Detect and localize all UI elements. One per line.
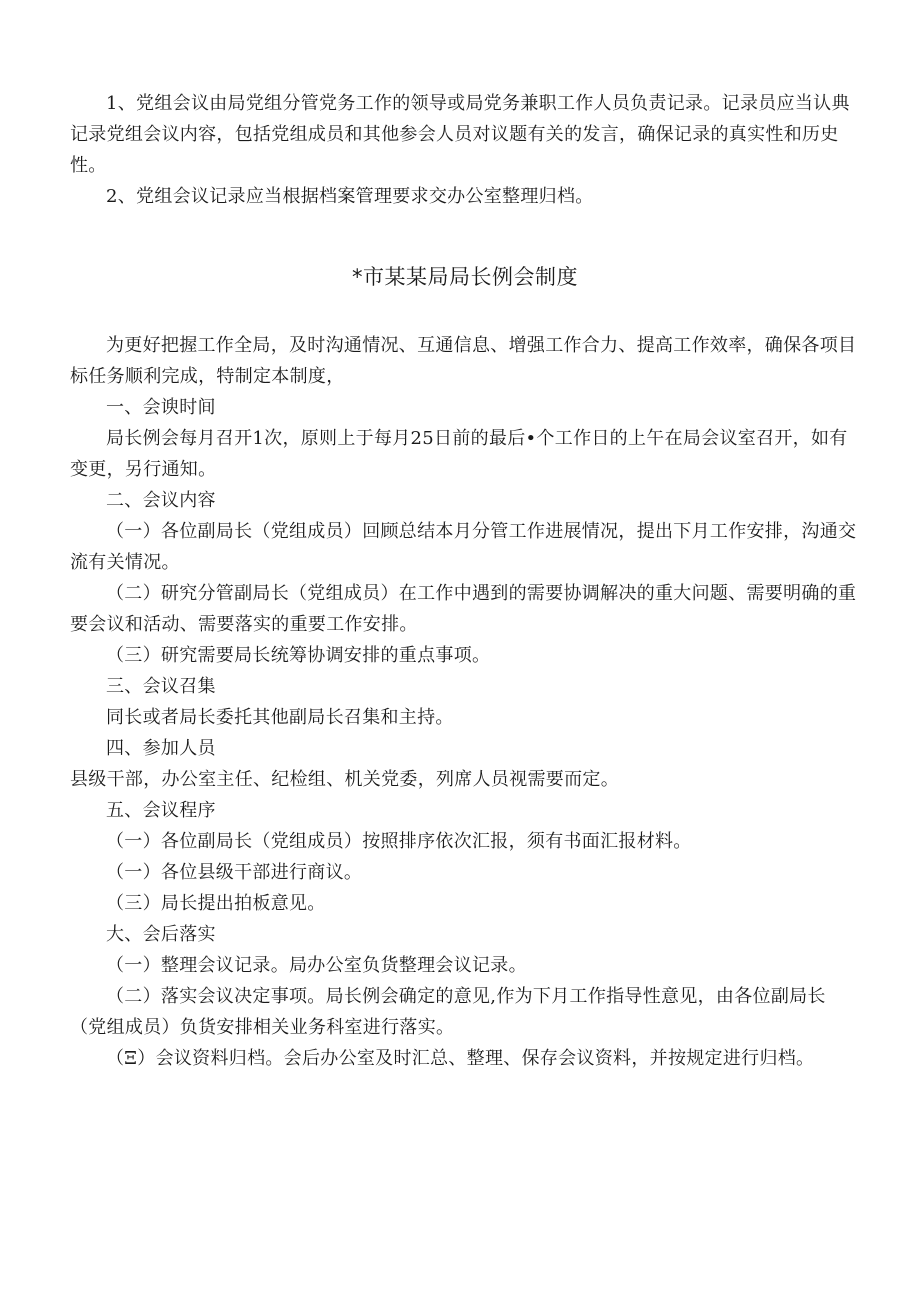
intro-item-1: 1、党组会议由局党组分管党务工作的领导或局党务兼职工作人员负责记录。记录员应当认典记录党组会议内容，包括党组成员和其他参会人员对议题有关的发言，确保记录的真实性和历史性。 <box>70 93 850 176</box>
section-heading-procedure: 五、会议程序 <box>106 800 216 821</box>
section-body-time: 局长例会每月召开1次，原则上于每月25日前的最后•个工作日的上午在局会议室召开，如有变更，另行通知。 <box>70 428 848 480</box>
preface-paragraph: 为更好把握工作全局，及时沟通情况、互通信息、增强工作合力、提高工作效率，确保各项目标任务顺利完成，特制定本制度， <box>70 335 857 387</box>
content-item-3: （三）研究需要局长统筹协调安排的重点事项。 <box>106 645 491 666</box>
followup-item-1: （一）整理会议记录。局办公室负货整理会议记录。 <box>106 955 527 976</box>
intro-item-2: 2、党组会议记录应当根据档案管理要求交办公室整理归档。 <box>106 186 594 207</box>
followup-item-2: （二）落实会议决定事项。局长例会确定的意见,作为下月工作指导性意见，由各位副局长（党组成员）负货安排相关业务科室进行落实。 <box>70 986 826 1038</box>
procedure-item-2: （一）各位县级干部进行商议。 <box>106 862 363 883</box>
section-heading-followup: 大、会后落实 <box>106 924 216 945</box>
procedure-item-3: （三）局长提出拍板意见。 <box>106 893 326 914</box>
content-item-2: （二）研究分管副局长（党组成员）在工作中遇到的需要协调解决的重大问题、需要明确的重要会议和活动、需要落实的重要工作安排。 <box>70 583 857 635</box>
content-item-1: （一）各位副局长（党组成员）回顾总结本月分管工作进展情况，提出下月工作安排，沟通交流有关情况。 <box>70 521 857 573</box>
section-body-convene: 同长或者局长委托其他副局长召集和主持。 <box>106 707 454 728</box>
document-page <box>70 88 860 1074</box>
section-heading-time: 一、会谀时间 <box>106 397 216 418</box>
section-heading-convene: 三、会议召集 <box>106 676 216 697</box>
section-heading-attendees: 四、参加人员 <box>106 738 216 759</box>
document-title: *市某某局局长例会制度 <box>352 265 578 289</box>
section-heading-content: 二、会议内容 <box>106 490 216 511</box>
followup-item-3: （Ξ）会议资料归档。会后办公室及时汇总、整理、保存会议资料，并按规定进行归档。 <box>106 1048 815 1069</box>
procedure-item-1: （一）各位副局长（党组成员）按照排序依次汇报，须有书面汇报材料。 <box>106 831 692 852</box>
section-body-attendees: 县级干部，办公室主任、纪检组、机关党委，列席人员视需要而定。 <box>70 769 619 790</box>
